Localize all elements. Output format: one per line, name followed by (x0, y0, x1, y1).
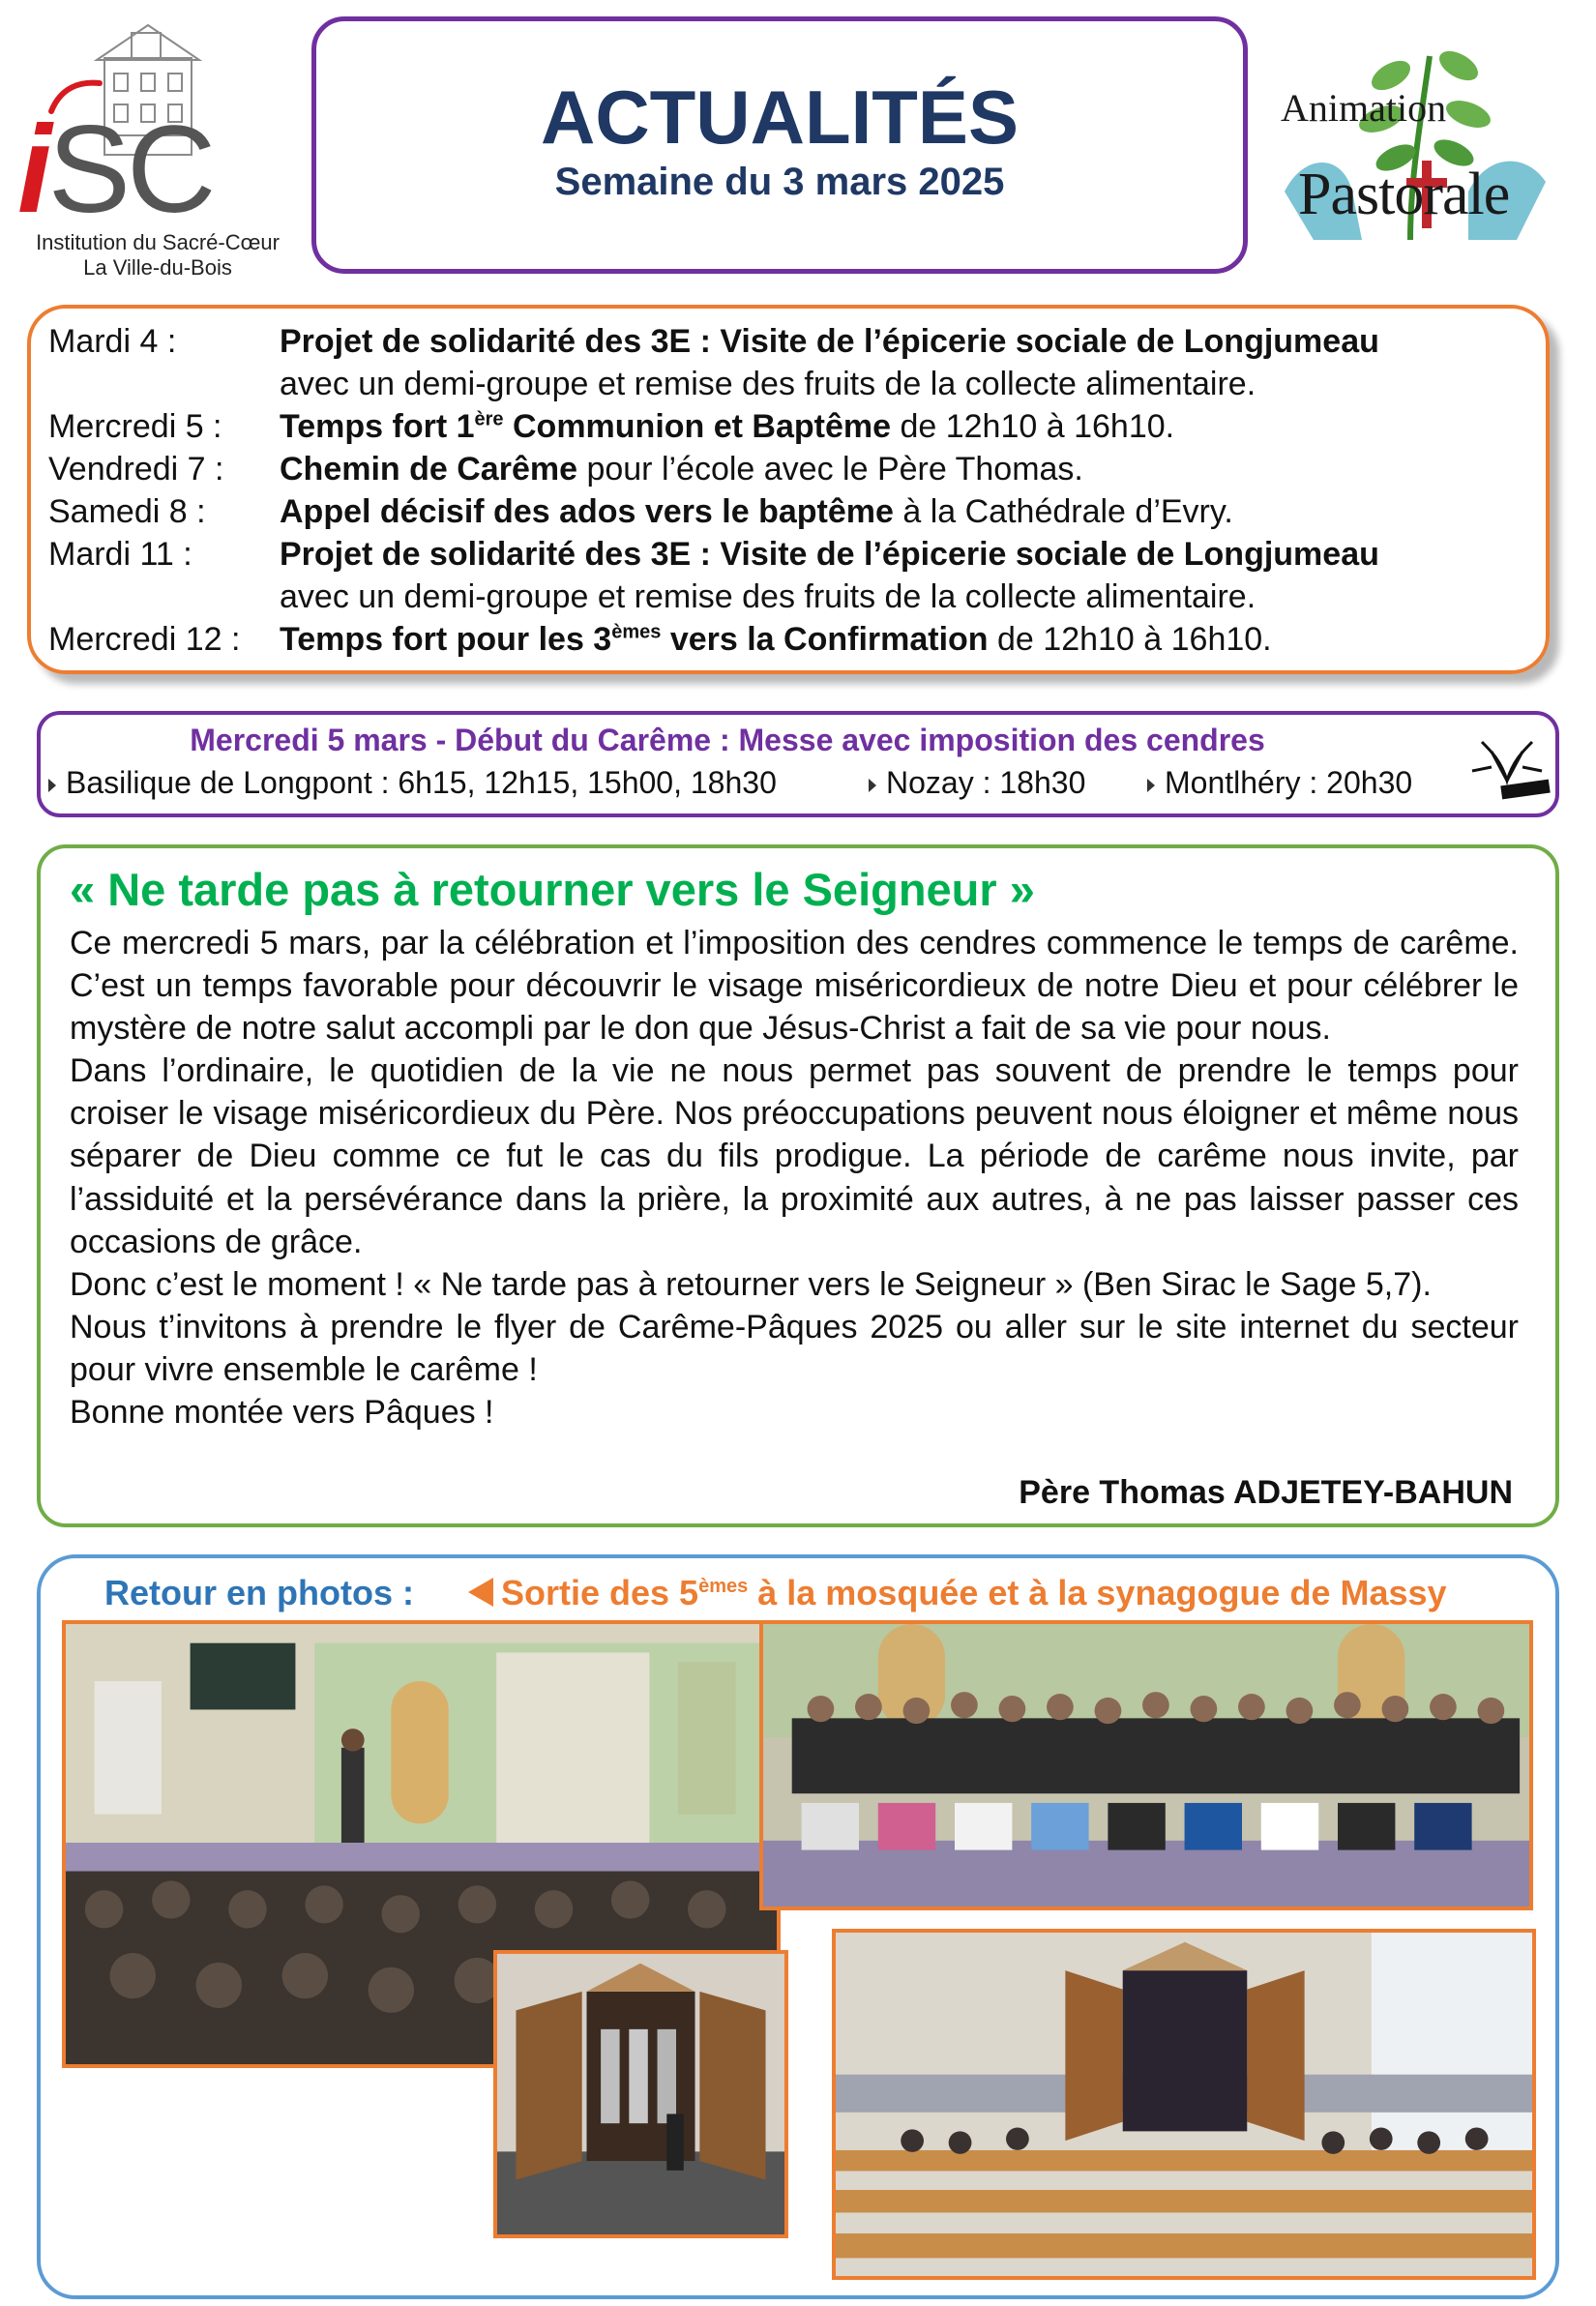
isc-logo-line1: Institution du Sacré-Cœur (36, 230, 280, 254)
praying-hands-icon (1463, 723, 1552, 812)
pastorale-logo (1275, 46, 1565, 250)
photos-section (37, 1554, 1559, 2299)
isc-logo-letters: iSC (17, 101, 213, 239)
schedule-row (31, 448, 1546, 490)
article-paragraph: Ce mercredi 5 mars, par la célébration et l’imposition des cendres commence le temps de carême. C’est un temps favorable pour découvrir le visage miséricordieux de notre Dieu et pour célébrer le mystère de notre salut accompli par le don que Jésus-Christ a fait de sa vie pour nous. (70, 925, 1519, 1048)
schedule-day: Mardi 4 : (48, 323, 177, 360)
bullet-arrow-icon (48, 779, 56, 792)
left-arrow-icon (468, 1578, 493, 1607)
article-paragraph: Dans l’ordinaire, le quotidien de la vie ne nous permet pas souvent de prendre le temps pour croiser le visage miséricordieux du Père. Nos préoccupations peuvent nous éloigner et même nous séparer de Dieu comme ce fut le cas du fils prodigue. La période de carême nous invite, par l’assiduité et la persévérance dans la prière, la proximité aux autres, à ne pas laisser passer ces occasions de grâce. (70, 1052, 1519, 1260)
schedule-row (31, 490, 1546, 533)
page-subtitle: Semaine du 3 mars 2025 (554, 161, 1005, 203)
schedule-day: Mardi 11 : (48, 536, 192, 573)
schedule-row (31, 618, 1546, 661)
schedule-day: Samedi 8 : (48, 493, 206, 530)
schedule-row (31, 405, 1546, 448)
schedule-text: Appel décisif des ados vers le baptême à la Cathédrale d’Evry. (280, 493, 1233, 530)
schedule-text: Chemin de Carême pour l’école avec le Père Thomas. (280, 451, 1083, 488)
red-swoosh-icon (46, 77, 104, 116)
mass-location: Montlhéry : 20h30 (1147, 763, 1412, 802)
article-paragraph: Bonne montée vers Pâques ! (70, 1394, 494, 1432)
photos-caption: Sortie des 5èmes à la mosquée et à la synagogue de Massy (468, 1572, 1447, 1614)
isc-logo (17, 19, 298, 281)
article-body (70, 922, 1519, 1434)
schedule-row (31, 320, 1546, 363)
schedule-day: Mercredi 12 : (48, 621, 241, 658)
page-title: ACTUALITÉS (541, 74, 1019, 160)
reflection-article (37, 844, 1559, 1527)
pastorale-logo-word2: Pastorale (1298, 162, 1510, 227)
schedule-text: avec un demi-groupe et remise des fruits de la collecte alimentaire. (280, 366, 1256, 402)
title-box (311, 16, 1248, 274)
schedule-text: Projet de solidarité des 3E : Visite de l’épicerie sociale de Longjumeau (280, 536, 1379, 573)
weekly-schedule (27, 305, 1550, 674)
article-paragraph: Nous t’invitons à prendre le flyer de Carême-Pâques 2025 ou aller sur le site internet du secteur pour vivre ensemble le carême ! (70, 1308, 1519, 1388)
article-paragraph: Donc c’est le moment ! « Ne tarde pas à retourner vers le Seigneur » (Ben Sirac le Sage 5,7). (70, 1265, 1432, 1303)
schedule-row (31, 363, 1546, 405)
pastorale-logo-word1: Animation (1281, 86, 1447, 130)
schedule-row (31, 576, 1546, 618)
schedule-text: Temps fort 1ère Communion et Baptême de 12h10 à 16h10. (280, 408, 1175, 445)
bullet-arrow-icon (869, 779, 876, 792)
photo-mosque-group (759, 1620, 1533, 1910)
article-signature: Père Thomas ADJETEY-BAHUN (1019, 1474, 1513, 1511)
schedule-text: Projet de solidarité des 3E : Visite de l’épicerie sociale de Longjumeau (280, 323, 1379, 360)
schedule-day: Vendredi 7 : (48, 451, 224, 488)
photo-synagogue-interior (832, 1929, 1536, 2280)
isc-logo-line2: La Ville-du-Bois (83, 255, 232, 280)
mass-title: Mercredi 5 mars - Début du Carême : Messe avec imposition des cendres (190, 723, 1265, 757)
schedule-day: Mercredi 5 : (48, 408, 222, 445)
ash-wednesday-mass-box (37, 711, 1559, 817)
mass-location: Basilique de Longpont : 6h15, 12h15, 15h00, 18h30 (48, 763, 777, 802)
bullet-arrow-icon (1147, 779, 1155, 792)
mass-location: Nozay : 18h30 (869, 763, 1085, 802)
photo-synagogue-ark (493, 1950, 788, 2238)
schedule-row (31, 533, 1546, 576)
schedule-text: avec un demi-groupe et remise des fruits de la collecte alimentaire. (280, 578, 1256, 615)
article-title: « Ne tarde pas à retourner vers le Seigneur » (70, 864, 1035, 915)
schedule-text: Temps fort pour les 3èmes vers la Confirmation de 12h10 à 16h10. (280, 621, 1272, 658)
photos-title: Retour en photos : (104, 1573, 414, 1612)
